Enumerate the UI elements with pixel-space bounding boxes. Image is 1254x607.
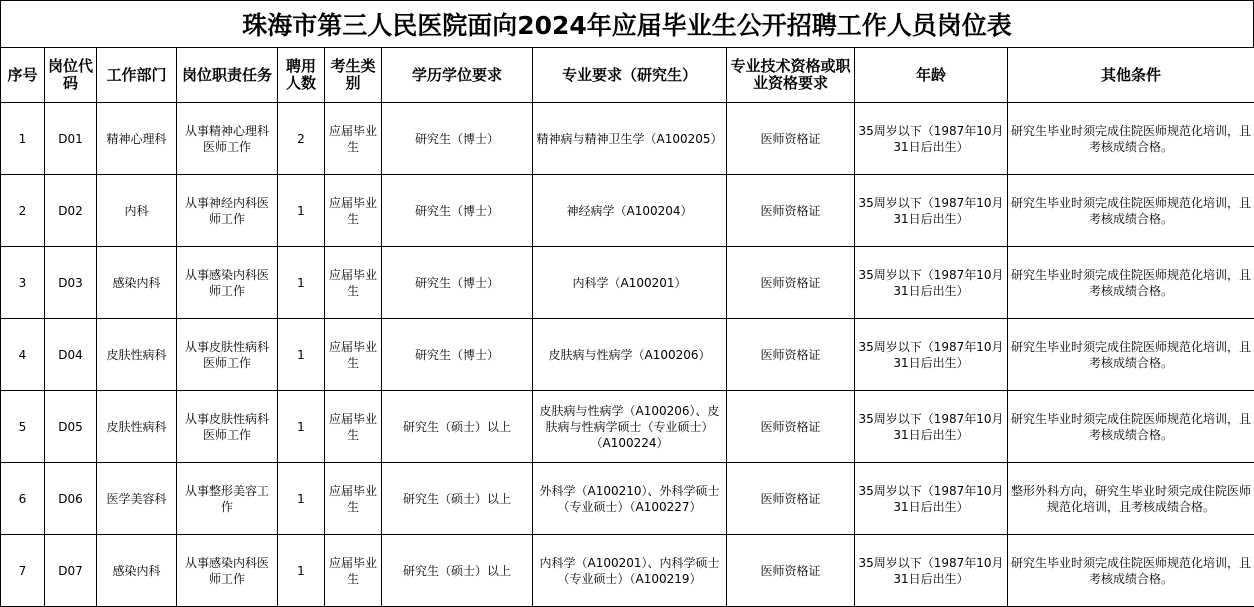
cell-other: 研究生毕业时须完成住院医师规范化培训，且考核成绩合格。 (1008, 535, 1254, 607)
cell-cert: 医师资格证 (727, 103, 855, 175)
cell-code: D01 (45, 103, 97, 175)
cell-duty: 从事皮肤性病科医师工作 (177, 391, 278, 463)
cell-duty: 从事皮肤性病科医师工作 (177, 319, 278, 391)
cell-code: D03 (45, 247, 97, 319)
cell-code: D02 (45, 175, 97, 247)
cell-age: 35周岁以下（1987年10月31日后出生） (855, 175, 1008, 247)
cell-major: 精神病与精神卫生学（A100205） (533, 103, 727, 175)
header-major: 专业要求（研究生） (533, 48, 727, 103)
cell-code: D05 (45, 391, 97, 463)
cell-edu: 研究生（博士） (382, 319, 533, 391)
cell-seq: 5 (1, 391, 45, 463)
header-other: 其他条件 (1008, 48, 1254, 103)
cell-code: D04 (45, 319, 97, 391)
cell-dept: 精神心理科 (97, 103, 177, 175)
cell-other: 研究生毕业时须完成住院医师规范化培训，且考核成绩合格。 (1008, 103, 1254, 175)
header-code: 岗位代码 (45, 48, 97, 103)
cell-seq: 1 (1, 103, 45, 175)
cell-count: 1 (278, 175, 325, 247)
cell-edu: 研究生（硕士）以上 (382, 391, 533, 463)
cell-age: 35周岁以下（1987年10月31日后出生） (855, 319, 1008, 391)
cell-age: 35周岁以下（1987年10月31日后出生） (855, 391, 1008, 463)
header-duty: 岗位职责任务 (177, 48, 278, 103)
cell-edu: 研究生（博士） (382, 175, 533, 247)
positions-table (0, 47, 1254, 607)
table-row (1, 247, 1254, 319)
cell-seq: 6 (1, 463, 45, 535)
cell-edu: 研究生（博士） (382, 247, 533, 319)
cell-count: 1 (278, 247, 325, 319)
cell-cert: 医师资格证 (727, 247, 855, 319)
header-count: 聘用人数 (278, 48, 325, 103)
header-edu: 学历学位要求 (382, 48, 533, 103)
header-seq: 序号 (1, 48, 45, 103)
cell-duty: 从事整形美容工作 (177, 463, 278, 535)
cell-type: 应届毕业生 (325, 247, 382, 319)
page-title: 珠海市第三人民医院面向2024年应届毕业生公开招聘工作人员岗位表 (0, 0, 1254, 47)
cell-duty: 从事精神心理科医师工作 (177, 103, 278, 175)
cell-count: 2 (278, 103, 325, 175)
cell-seq: 3 (1, 247, 45, 319)
cell-age: 35周岁以下（1987年10月31日后出生） (855, 463, 1008, 535)
cell-count: 1 (278, 319, 325, 391)
cell-major: 内科学（A100201）、内科学硕士（专业硕士）（A100219） (533, 535, 727, 607)
cell-other: 研究生毕业时须完成住院医师规范化培训，且考核成绩合格。 (1008, 319, 1254, 391)
cell-cert: 医师资格证 (727, 463, 855, 535)
cell-cert: 医师资格证 (727, 535, 855, 607)
cell-major: 神经病学（A100204） (533, 175, 727, 247)
cell-count: 1 (278, 391, 325, 463)
cell-duty: 从事感染内科医师工作 (177, 247, 278, 319)
cell-other: 研究生毕业时须完成住院医师规范化培训，且考核成绩合格。 (1008, 175, 1254, 247)
cell-age: 35周岁以下（1987年10月31日后出生） (855, 247, 1008, 319)
cell-age: 35周岁以下（1987年10月31日后出生） (855, 535, 1008, 607)
cell-major: 皮肤病与性病学（A100206） (533, 319, 727, 391)
header-type: 考生类别 (325, 48, 382, 103)
cell-major: 内科学（A100201） (533, 247, 727, 319)
cell-type: 应届毕业生 (325, 175, 382, 247)
cell-type: 应届毕业生 (325, 319, 382, 391)
cell-code: D07 (45, 535, 97, 607)
cell-major: 皮肤病与性病学（A100206）、皮肤病与性病学硕士（专业硕士）（A100224） (533, 391, 727, 463)
header-cert: 专业技术资格或职业资格要求 (727, 48, 855, 103)
cell-seq: 2 (1, 175, 45, 247)
cell-cert: 医师资格证 (727, 391, 855, 463)
table-row (1, 319, 1254, 391)
cell-seq: 7 (1, 535, 45, 607)
cell-duty: 从事神经内科医师工作 (177, 175, 278, 247)
cell-type: 应届毕业生 (325, 535, 382, 607)
table-row (1, 175, 1254, 247)
header-age: 年龄 (855, 48, 1008, 103)
cell-dept: 皮肤性病科 (97, 319, 177, 391)
cell-duty: 从事感染内科医师工作 (177, 535, 278, 607)
table-row (1, 535, 1254, 607)
cell-edu: 研究生（博士） (382, 103, 533, 175)
cell-edu: 研究生（硕士）以上 (382, 535, 533, 607)
cell-seq: 4 (1, 319, 45, 391)
header-dept: 工作部门 (97, 48, 177, 103)
cell-other: 研究生毕业时须完成住院医师规范化培训，且考核成绩合格。 (1008, 247, 1254, 319)
table-row (1, 103, 1254, 175)
cell-code: D06 (45, 463, 97, 535)
header-row (1, 48, 1254, 103)
table-row (1, 463, 1254, 535)
cell-major: 外科学（A100210）、外科学硕士（专业硕士）（A100227） (533, 463, 727, 535)
cell-cert: 医师资格证 (727, 175, 855, 247)
cell-cert: 医师资格证 (727, 319, 855, 391)
cell-age: 35周岁以下（1987年10月31日后出生） (855, 103, 1008, 175)
table-row (1, 391, 1254, 463)
cell-dept: 内科 (97, 175, 177, 247)
cell-edu: 研究生（硕士）以上 (382, 463, 533, 535)
cell-type: 应届毕业生 (325, 463, 382, 535)
cell-other: 整形外科方向，研究生毕业时须完成住院医师规范化培训，且考核成绩合格。 (1008, 463, 1254, 535)
cell-dept: 感染内科 (97, 535, 177, 607)
cell-type: 应届毕业生 (325, 103, 382, 175)
cell-dept: 皮肤性病科 (97, 391, 177, 463)
cell-dept: 医学美容科 (97, 463, 177, 535)
cell-dept: 感染内科 (97, 247, 177, 319)
cell-count: 1 (278, 535, 325, 607)
cell-count: 1 (278, 463, 325, 535)
cell-type: 应届毕业生 (325, 391, 382, 463)
cell-other: 研究生毕业时须完成住院医师规范化培训，且考核成绩合格。 (1008, 391, 1254, 463)
